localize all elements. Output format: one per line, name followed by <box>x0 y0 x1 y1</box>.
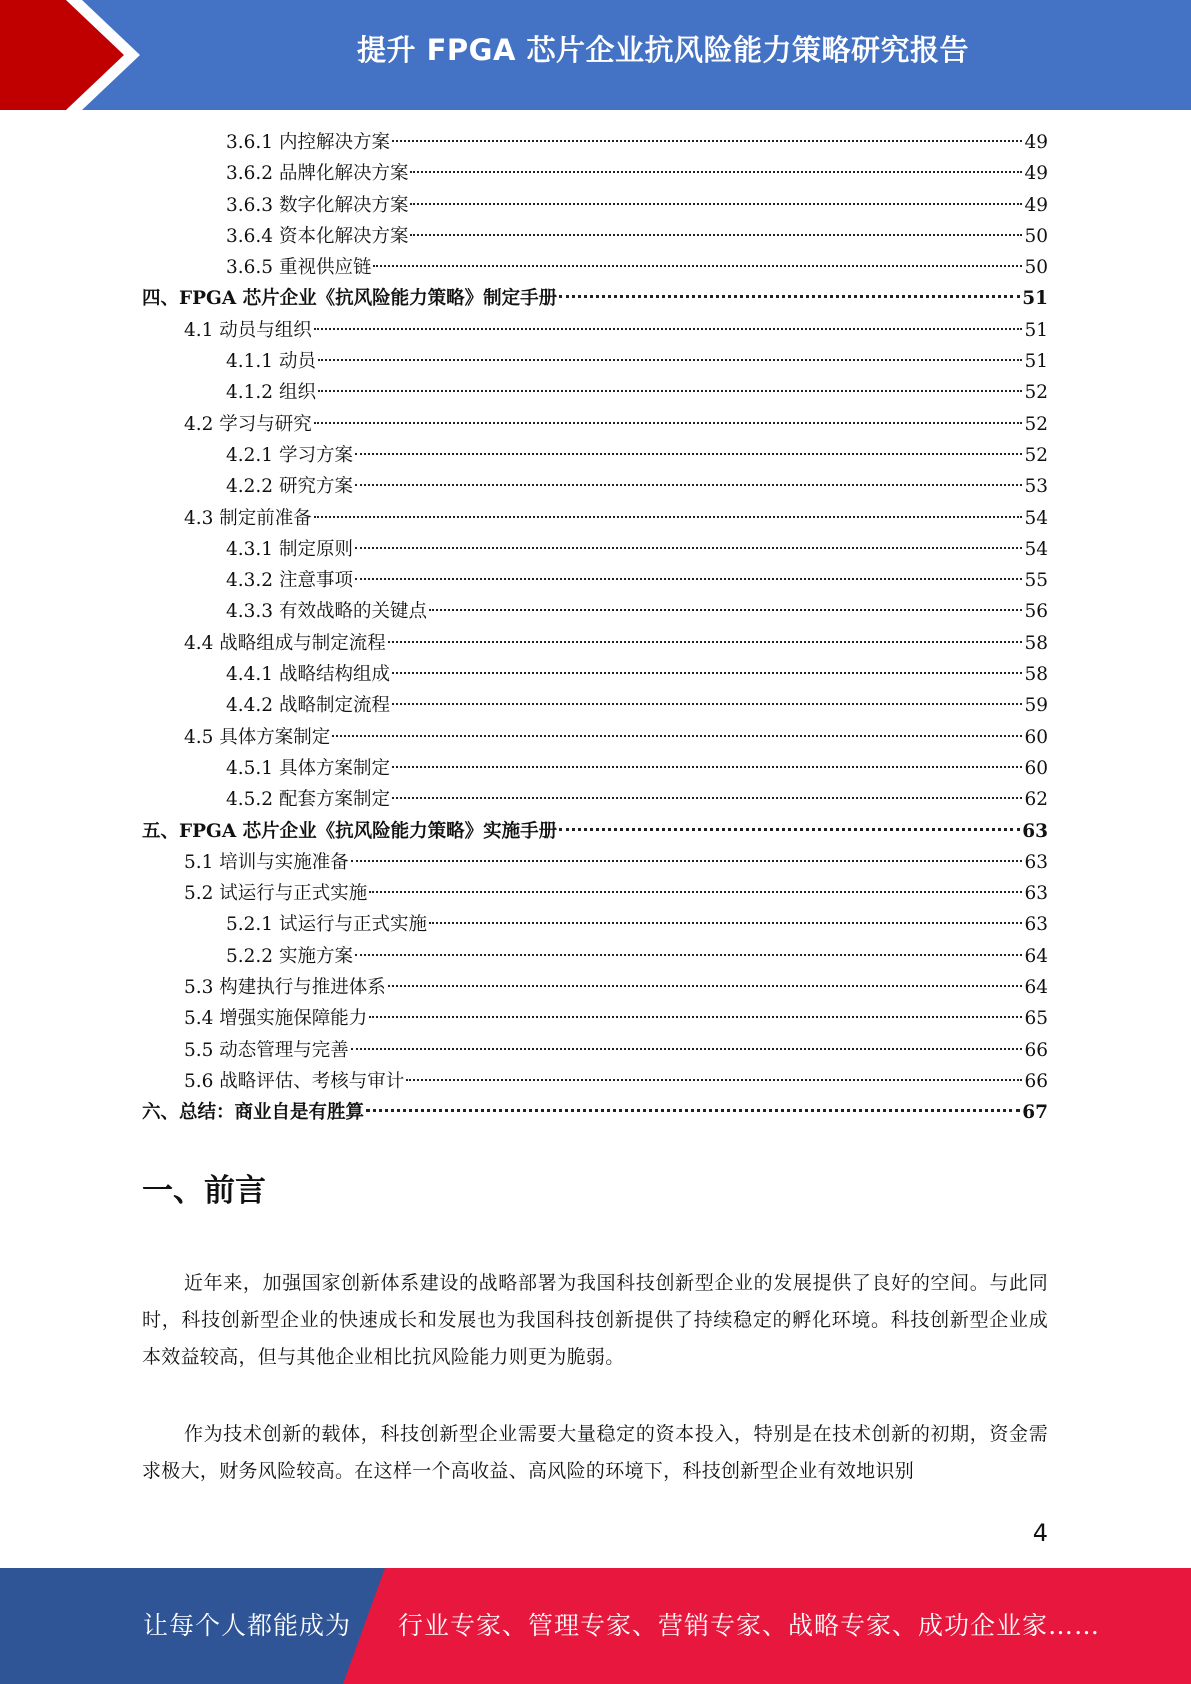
toc-entry-label: 4.1.2 组织 <box>226 382 316 404</box>
toc-entry[interactable] <box>142 440 1048 471</box>
body-paragraph: 近年来，加强国家创新体系建设的战略部署为我国科技创新型企业的发展提供了良好的空间。与此同时，科技创新型企业的快速成长和发展也为我国科技创新提供了持续稳定的孵化环境。科技创新型企业成本效益较高，但与其他企业相比抗风险能力则更为脆弱。 <box>142 1272 1048 1368</box>
table-of-contents <box>142 127 1048 1129</box>
toc-entry[interactable] <box>142 690 1048 721</box>
toc-entry-label: 5.1 培训与实施准备 <box>184 851 349 873</box>
toc-dot-leader <box>373 265 1022 267</box>
toc-entry[interactable] <box>142 972 1048 1003</box>
toc-entry-label: 4.5.2 配套方案制定 <box>226 789 390 811</box>
toc-entry-label: 5.6 战略评估、考核与审计 <box>184 1070 405 1092</box>
toc-dot-leader <box>392 703 1022 705</box>
toc-entry-page: 51 <box>1022 288 1048 310</box>
toc-entry[interactable] <box>142 909 1048 940</box>
toc-entry[interactable] <box>142 283 1048 314</box>
toc-dot-leader <box>366 1109 1020 1112</box>
toc-entry[interactable] <box>142 534 1048 565</box>
toc-entry[interactable] <box>142 377 1048 408</box>
toc-entry[interactable] <box>142 409 1048 440</box>
toc-entry-page: 52 <box>1024 382 1048 404</box>
toc-dot-leader <box>392 672 1022 674</box>
document-title: 提升 FPGA 芯片企业抗风险能力策略研究报告 <box>356 33 969 67</box>
toc-entry-label: 5.2 试运行与正式实施 <box>184 883 368 905</box>
toc-entry-page: 66 <box>1024 1070 1048 1092</box>
page-footer <box>0 1568 1191 1684</box>
toc-dot-leader <box>388 985 1023 987</box>
toc-entry[interactable] <box>142 878 1048 909</box>
toc-entry[interactable] <box>142 941 1048 972</box>
toc-entry-page: 63 <box>1024 914 1048 936</box>
toc-entry-label: 4.1.1 动员 <box>226 351 316 373</box>
toc-dot-leader <box>429 609 1022 611</box>
toc-dot-leader <box>314 516 1023 518</box>
toc-entry[interactable] <box>142 1097 1048 1128</box>
toc-entry-page: 64 <box>1024 945 1048 967</box>
header-red-chevron-icon <box>0 0 160 110</box>
toc-entry-page: 51 <box>1024 351 1048 373</box>
toc-dot-leader <box>392 766 1022 768</box>
toc-dot-leader <box>559 295 1020 298</box>
toc-entry-page: 58 <box>1024 664 1048 686</box>
toc-dot-leader <box>355 954 1023 956</box>
toc-entry-page: 64 <box>1024 977 1048 999</box>
toc-dot-leader <box>318 359 1023 361</box>
toc-entry-page: 60 <box>1024 726 1048 748</box>
toc-entry-page: 56 <box>1024 601 1048 623</box>
toc-dot-leader <box>355 578 1023 580</box>
toc-entry-label: 4.5 具体方案制定 <box>184 726 331 748</box>
toc-entry-page: 53 <box>1024 476 1048 498</box>
toc-dot-leader <box>355 484 1023 486</box>
toc-entry[interactable] <box>142 1035 1048 1066</box>
toc-entry-page: 58 <box>1024 632 1048 654</box>
toc-dot-leader <box>351 1048 1023 1050</box>
toc-dot-leader <box>355 547 1023 549</box>
toc-entry[interactable] <box>142 722 1048 753</box>
page-header <box>0 0 1191 110</box>
toc-dot-leader <box>355 453 1023 455</box>
toc-entry-label: 4.3.2 注意事项 <box>226 570 353 592</box>
toc-entry-page: 67 <box>1022 1102 1048 1124</box>
toc-entry-label: 5.2.1 试运行与正式实施 <box>226 914 427 936</box>
toc-dot-leader <box>410 203 1022 205</box>
toc-entry-page: 55 <box>1024 570 1048 592</box>
toc-entry-page: 60 <box>1024 757 1048 779</box>
toc-dot-leader <box>559 828 1020 831</box>
toc-dot-leader <box>318 390 1023 392</box>
toc-entry-page: 65 <box>1024 1008 1048 1030</box>
toc-entry-label: 3.6.1 内控解决方案 <box>226 132 390 153</box>
toc-dot-leader <box>351 860 1023 862</box>
toc-entry-label: 4.4.1 战略结构组成 <box>226 664 390 686</box>
toc-dot-leader <box>392 797 1022 799</box>
toc-entry-label: 4.3.1 制定原则 <box>226 538 353 560</box>
body-paragraph: 作为技术创新的载体，科技创新型企业需要大量稳定的资本投入，特别是在技术创新的初期，资金需求极大，财务风险较高。在这样一个高收益、高风险的环境下，科技创新型企业有效地识别 <box>142 1423 1048 1482</box>
toc-entry[interactable] <box>142 127 1048 158</box>
toc-entry[interactable] <box>142 252 1048 283</box>
toc-entry-page: 54 <box>1024 538 1048 560</box>
toc-entry-label: 5.3 构建执行与推进体系 <box>184 977 386 999</box>
toc-entry-label: 5.2.2 实施方案 <box>226 945 353 967</box>
footer-slogan-left: 让每个人都能成为 <box>143 1611 352 1640</box>
toc-entry[interactable] <box>142 1066 1048 1097</box>
toc-entry[interactable] <box>142 503 1048 534</box>
toc-entry[interactable] <box>142 847 1048 878</box>
toc-entry-page: 62 <box>1024 789 1048 811</box>
toc-entry-page: 49 <box>1024 163 1048 185</box>
toc-entry[interactable] <box>142 346 1048 377</box>
toc-entry-label: 4.2.1 学习方案 <box>226 444 353 466</box>
toc-dot-leader <box>369 1016 1022 1018</box>
toc-dot-leader <box>314 422 1023 424</box>
toc-entry-page: 51 <box>1024 319 1048 341</box>
page-number: 4 <box>1032 1519 1048 1547</box>
toc-entry-label: 4.5.1 具体方案制定 <box>226 757 390 779</box>
toc-entry-page: 49 <box>1024 194 1048 216</box>
toc-entry-label: 4.3.3 有效战略的关键点 <box>226 601 427 623</box>
toc-entry-label: 六、总结：商业自是有胜算 <box>142 1102 365 1124</box>
section-heading: 一、前言 <box>142 1173 266 1209</box>
toc-dot-leader <box>410 234 1022 236</box>
toc-entry-label: 五、FPGA 芯片企业《抗风险能力策略》实施手册 <box>142 820 558 842</box>
toc-dot-leader <box>406 1079 1022 1081</box>
toc-entry[interactable] <box>142 628 1048 659</box>
toc-entry-label: 3.6.5 重视供应链 <box>226 257 372 279</box>
toc-entry-label: 5.4 增强实施保障能力 <box>184 1008 368 1030</box>
toc-entry-page: 52 <box>1024 413 1048 435</box>
toc-dot-leader <box>369 891 1022 893</box>
toc-entry[interactable] <box>142 565 1048 596</box>
header-red-block <box>0 0 124 110</box>
footer-slogan-right: 行业专家、管理专家、营销专家、战略专家、成功企业家…… <box>398 1611 1101 1640</box>
toc-entry-label: 5.5 动态管理与完善 <box>184 1039 349 1061</box>
toc-entry-label: 4.4.2 战略制定流程 <box>226 695 390 717</box>
toc-entry-page: 54 <box>1024 507 1048 529</box>
toc-dot-leader <box>410 171 1022 173</box>
toc-entry-label: 3.6.4 资本化解决方案 <box>226 225 409 247</box>
toc-entry-label: 4.1 动员与组织 <box>184 319 312 341</box>
toc-entry[interactable] <box>142 784 1048 815</box>
toc-entry-page: 52 <box>1024 444 1048 466</box>
toc-entry[interactable] <box>142 816 1048 847</box>
toc-dot-leader <box>392 140 1022 142</box>
toc-entry[interactable] <box>142 596 1048 627</box>
toc-entry-page: 50 <box>1024 257 1048 279</box>
toc-entry-label: 四、FPGA 芯片企业《抗风险能力策略》制定手册 <box>142 288 558 310</box>
toc-entry-page: 59 <box>1024 695 1048 717</box>
toc-entry-label: 4.4 战略组成与制定流程 <box>184 632 386 654</box>
toc-entry[interactable] <box>142 471 1048 502</box>
toc-entry[interactable] <box>142 158 1048 189</box>
toc-entry-page: 63 <box>1022 820 1048 842</box>
toc-entry-page: 63 <box>1024 883 1048 905</box>
toc-entry-page: 49 <box>1024 132 1048 153</box>
toc-entry-label: 4.3 制定前准备 <box>184 507 312 529</box>
toc-dot-leader <box>314 328 1023 330</box>
toc-entry-label: 4.2.2 研究方案 <box>226 476 353 498</box>
toc-entry[interactable] <box>142 1003 1048 1034</box>
toc-entry-label: 3.6.2 品牌化解决方案 <box>226 163 409 185</box>
toc-entry[interactable] <box>142 221 1048 252</box>
toc-dot-leader <box>388 641 1023 643</box>
toc-entry[interactable] <box>142 659 1048 690</box>
toc-entry-page: 66 <box>1024 1039 1048 1061</box>
toc-dot-leader <box>429 922 1022 924</box>
toc-entry[interactable] <box>142 753 1048 784</box>
toc-entry-page: 63 <box>1024 851 1048 873</box>
toc-entry-page: 50 <box>1024 225 1048 247</box>
toc-entry[interactable] <box>142 315 1048 346</box>
toc-entry-label: 4.2 学习与研究 <box>184 413 312 435</box>
toc-entry[interactable] <box>142 190 1048 221</box>
toc-entry-label: 3.6.3 数字化解决方案 <box>226 194 409 216</box>
toc-dot-leader <box>332 735 1022 737</box>
